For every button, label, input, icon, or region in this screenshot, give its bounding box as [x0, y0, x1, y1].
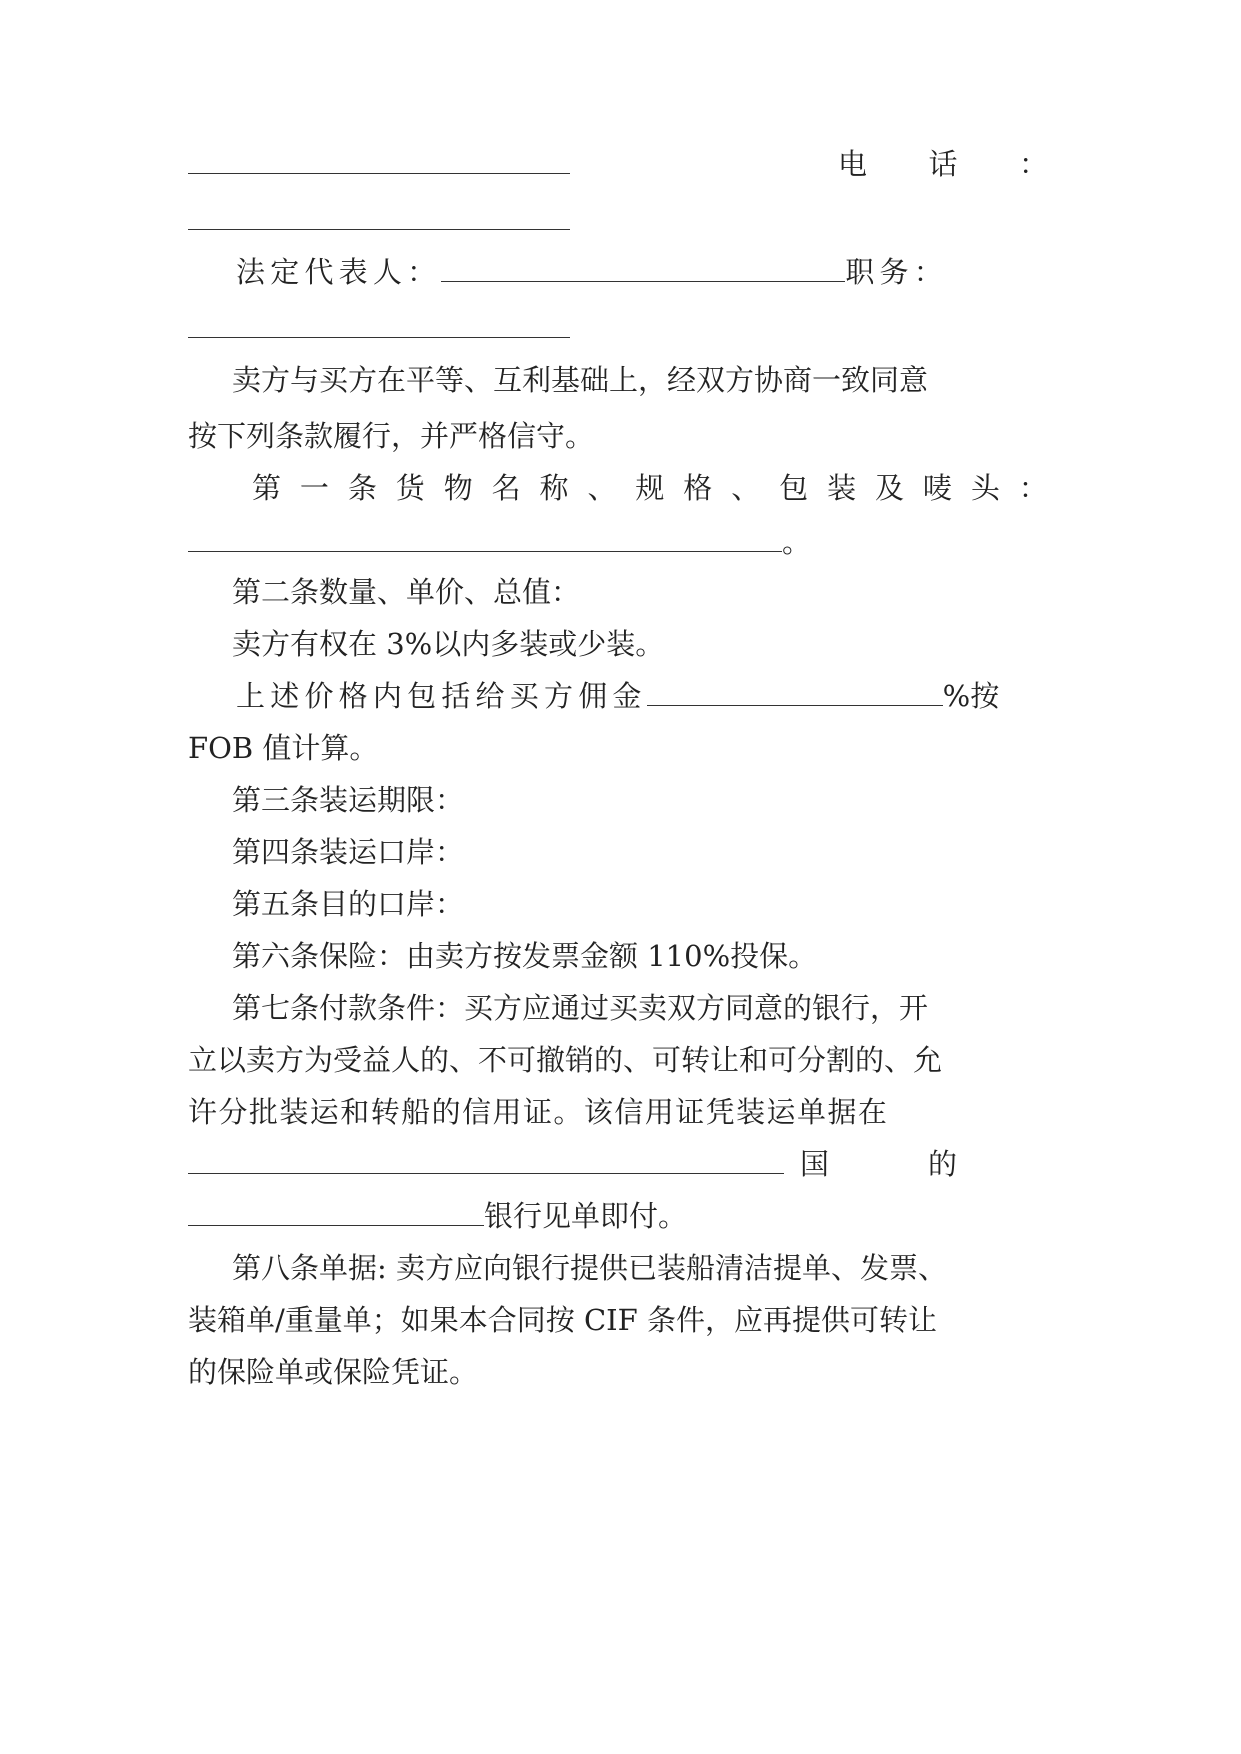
article7-line-1: 第七条付款条件：买方应通过买卖双方同意的银行，开 [232, 991, 929, 1025]
article7-line-2: 立以卖方为受益人的、不可撤销的、可转让和可分割的、允 [188, 1043, 943, 1077]
title-blank-row [188, 306, 1048, 350]
legal-rep-label: 法定代表人： [236, 255, 442, 289]
legal-rep-blank [441, 251, 845, 282]
article3: 第三条装运期限： [232, 783, 465, 817]
phone-blank-row [188, 198, 1048, 242]
country-word: 国 [800, 1147, 830, 1181]
preamble-line-1: 卖方与买方在平等、互利基础上，经双方协商一致同意 [232, 363, 929, 397]
article1-blank-row: 。 [188, 520, 1048, 564]
commission-prefix: 上述价格内包括给买方佣金 [236, 679, 647, 713]
commission-suffix: %按 [942, 679, 1000, 713]
article8-line-3: 的保险单或保险凭证。 [188, 1355, 479, 1389]
article2-tolerance: 卖方有权在 3%以内多装或少装。 [232, 627, 665, 661]
phone-label: 电 话 ： [838, 147, 1048, 181]
article6: 第六条保险：由卖方按发票金额 110%投保。 [232, 939, 818, 973]
article7-bank-row [188, 1142, 1048, 1186]
country-blank [188, 1143, 784, 1174]
article8-line-2: 装箱单/重量单；如果本合同按 CIF 条件，应再提供可转让 [188, 1303, 937, 1337]
article7-line-3: 许分批装运和转船的信用证。该信用证凭装运单据在 [188, 1095, 889, 1129]
title-label: 职务： [845, 255, 948, 289]
article4: 第四条装运口岸： [232, 835, 465, 869]
article2-commission [236, 674, 1048, 718]
commission-blank [647, 675, 943, 706]
bank-blank [188, 1195, 484, 1226]
goods-blank [188, 521, 782, 552]
article2-commission-line2: FOB 值计算。 [188, 731, 379, 765]
article1-title: 第 一 条 货 物 名 称 、 规 格 、 包 装 及 唛 头 ： [252, 471, 1048, 505]
article2-title: 第二条数量、单价、总值： [232, 575, 581, 609]
title-blank [188, 307, 570, 338]
article7-bank-line: 银行见单即付。 [188, 1194, 1048, 1238]
phone-blank [188, 199, 570, 230]
article5: 第五条目的口岸： [232, 887, 465, 921]
company-blank [188, 143, 570, 174]
phone-row [188, 142, 1048, 186]
article8-line-1: 第八条单据: 卖方应向银行提供已装船清洁提单、发票、 [232, 1251, 947, 1285]
legal-rep-row [236, 250, 1048, 294]
preamble-line-2: 按下列条款履行，并严格信守。 [188, 419, 595, 453]
of-word: 的 [928, 1147, 958, 1181]
